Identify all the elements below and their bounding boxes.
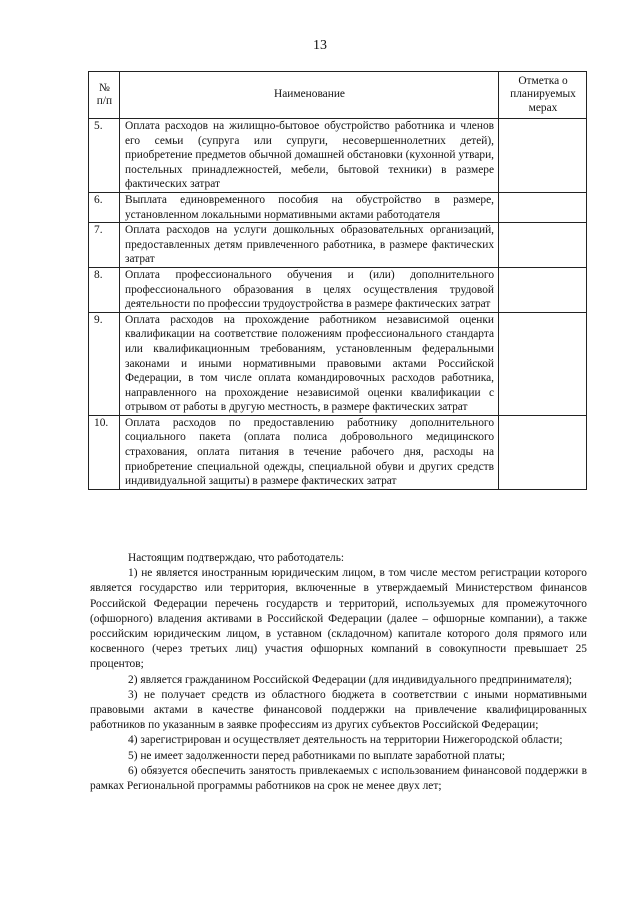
confirmation-item-1: 1) не является иностранным юридическим лицом, в том числе местом регистрации которого является государство или территория, включенные в утверждаемый Министерством финансов Российской Федерации перечень государств и территорий, используемых для промежуточного (офшорного) владения активами в Российской Федерации (далее – офшорные компании), а также российским юридическим лицом, в уставном (складочном) капитале которого доля прямого или косвенного (через третьих лиц) участия офшорных компаний в совокупности превышает 25 процентов;	[90, 567, 587, 671]
table-row	[89, 119, 587, 193]
header-mark: Отметка о планируемых мерах	[499, 72, 587, 119]
table-header-row	[89, 72, 587, 119]
row-num: 9.	[89, 312, 120, 415]
table-row	[89, 312, 587, 415]
row-name: Оплата расходов на жилищно-бытовое обустройство работника и членов его семьи (супруга или супруги, несовершеннолетних детей), приобретение предметов обычной домашней обстановки (кухонной утвари, постельных принадлежностей, мебели, бытовой техники) в размере фактических затрат	[119, 119, 498, 193]
row-mark	[499, 267, 587, 312]
confirmation-item-4: 4) зарегистрирован и осуществляет деятельность на территории Нижегородской области;	[128, 734, 563, 747]
row-num: 8.	[89, 267, 120, 312]
row-name: Оплата профессионального обучения и (или) дополнительного профессионального образования в целях осуществления трудовой деятельности по профессии трудоустройства в размере фактических затрат	[119, 267, 498, 312]
confirmation-text	[90, 551, 587, 794]
measures-table	[88, 71, 587, 490]
row-num: 6.	[89, 192, 120, 222]
confirmation-intro: Настоящим подтверждаю, что работодатель:	[128, 552, 345, 564]
confirmation-item-3: 3) не получает средств из областного бюджета в соответствии с иными нормативными правовыми актами в качестве финансовой поддержки на привлечение квалифицированных работников по указанным в заявке профессиям из других субъектов Российской Федерации;	[90, 688, 587, 732]
row-name: Оплата расходов на услуги дошкольных образовательных организаций, предоставленных детям привлеченного работника, в размере фактических затрат	[119, 223, 498, 268]
row-mark	[499, 119, 587, 193]
table-row	[89, 192, 587, 222]
row-name: Оплата расходов на прохождение работником независимой оценки квалификации на соответствие положениям профессионального стандарта или квалификационным требованиям, установленным федеральными законами и иными нормативными правовыми актами Российской Федерации, в том числе оплата командировочных расходов работника, направленного на прохождение независимой оценки квалификации с отрывом от работы в другую местность, в размере фактических затрат	[119, 312, 498, 415]
row-num: 10.	[89, 415, 120, 489]
row-name: Выплата единовременного пособия на обустройство в размере, установленном локальными нормативными актами работодателя	[119, 192, 498, 222]
header-name: Наименование	[119, 72, 498, 119]
row-num: 5.	[89, 119, 120, 193]
table-row	[89, 223, 587, 268]
page-number: 13	[313, 38, 327, 53]
header-num: № п/п	[89, 72, 120, 119]
confirmation-item-2: 2) является гражданином Российской Федерации (для индивидуального предпринимателя);	[128, 673, 573, 686]
row-mark	[499, 192, 587, 222]
row-mark	[499, 415, 587, 489]
table-row	[89, 267, 587, 312]
confirmation-item-6: 6) обязуется обеспечить занятость привлекаемых с использованием финансовой поддержки в рамках Региональной программы работников на срок не менее двух лет;	[90, 764, 587, 793]
table-row	[89, 415, 587, 489]
row-name: Оплата расходов по предоставлению работнику дополнительного социального пакета (оплата полиса добровольного медицинского страхования, оплата питания в течение рабочего дня, расходы на приобретение специальной одежды, специальной обуви и других средств индивидуальной защиты) в размере фактических затрат	[119, 415, 498, 489]
row-mark	[499, 312, 587, 415]
row-mark	[499, 223, 587, 268]
row-num: 7.	[89, 223, 120, 268]
confirmation-item-5: 5) не имеет задолженности перед работниками по выплате заработной платы;	[128, 749, 506, 762]
